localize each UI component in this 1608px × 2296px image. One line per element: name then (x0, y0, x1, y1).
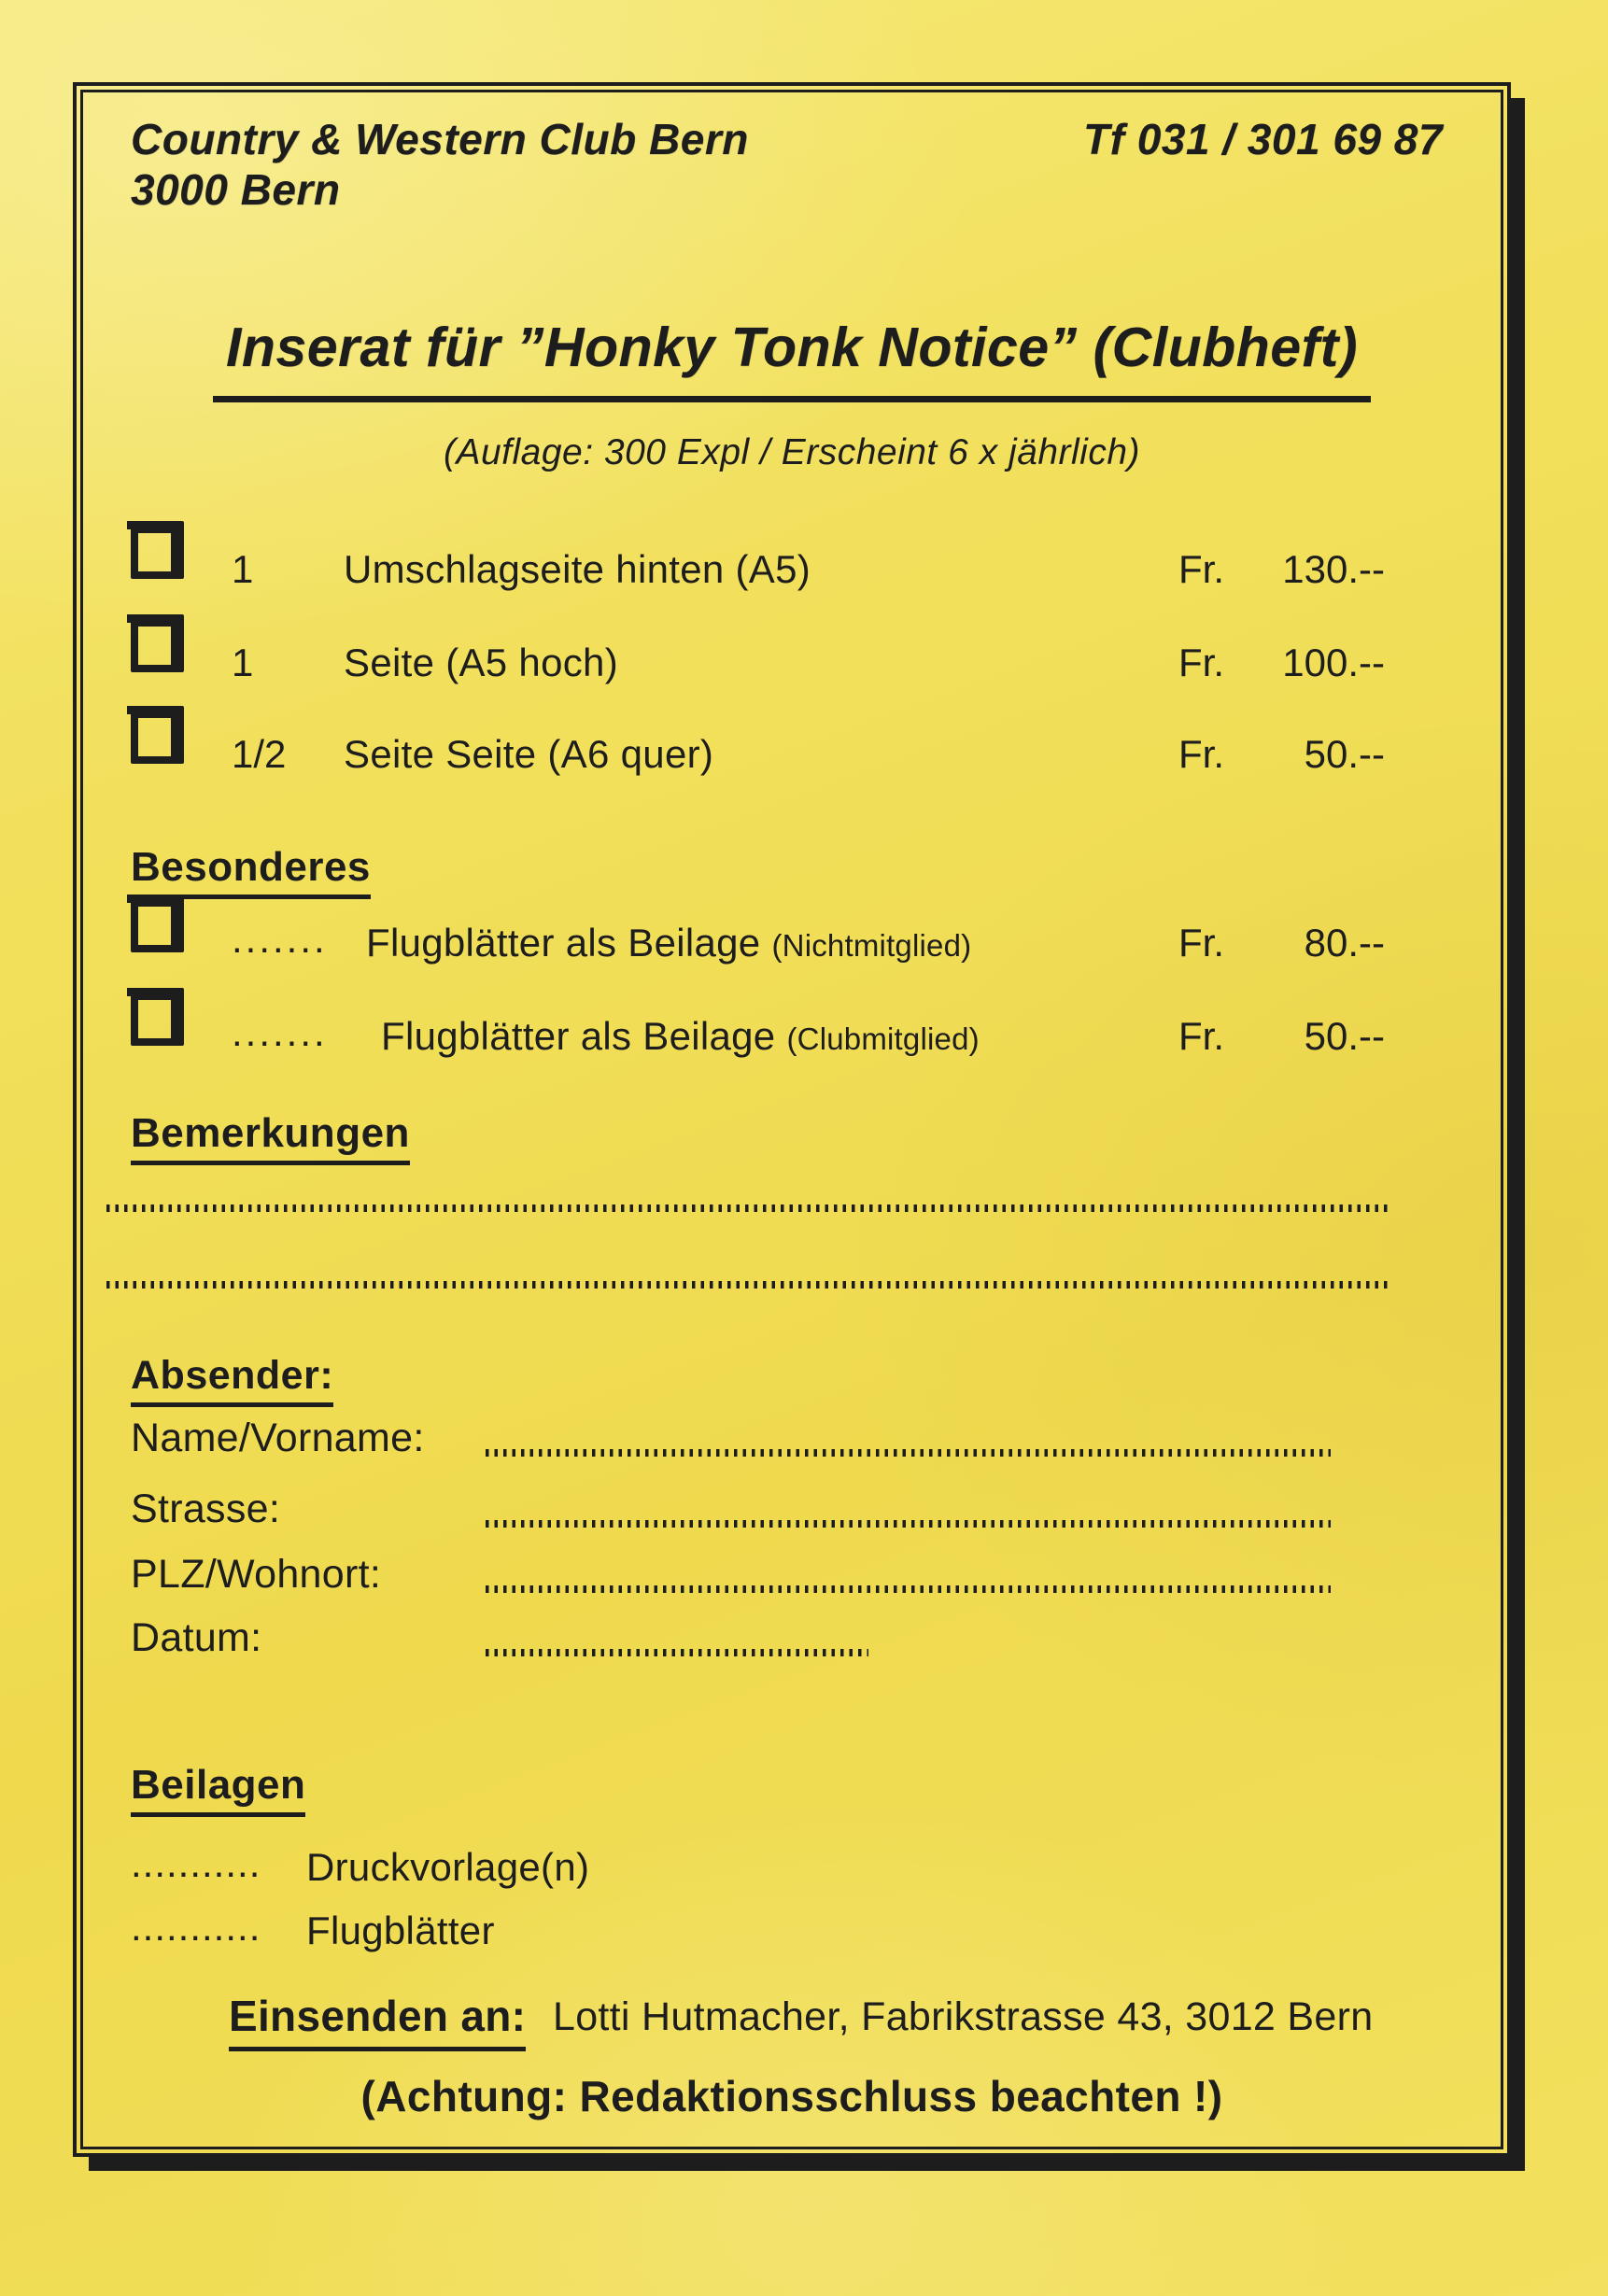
absender-heading: Absender: (131, 1352, 333, 1400)
item-label: Seite (A5 hoch) (344, 641, 618, 684)
quantity-label: 1 (232, 641, 254, 684)
checkbox-flugblaetter-clubmitglied[interactable] (131, 988, 184, 1046)
item-label: Flugblätter als Beilage (Clubmitglied) (381, 1014, 980, 1058)
club-name: Country & Western Club Bern (131, 115, 749, 163)
beilagen-label-druckvorlage: Druckvorlage(n) (306, 1845, 590, 1889)
field-line-plz-wohnort[interactable] (486, 1585, 1331, 1593)
item-label: Seite Seite (A6 quer) (344, 732, 714, 776)
checkbox-umschlagseite[interactable] (131, 521, 184, 579)
price-row-halbe-seite (0, 706, 1608, 799)
price-value: 50.-- (1304, 732, 1385, 776)
form-title-row (73, 316, 1511, 402)
quantity-label: 1/2 (232, 732, 287, 776)
bemerkungen-heading: Bemerkungen (131, 1109, 410, 1158)
form-subtitle: (Auflage: 300 Expl / Erscheint 6 x jährlich) (443, 432, 1140, 472)
besonderes-row-clubmitglied (0, 988, 1608, 1081)
checkbox-flugblaetter-nichtmitglied[interactable] (131, 894, 184, 952)
achtung-row (73, 2071, 1511, 2121)
currency-label: Fr. (1178, 921, 1224, 965)
club-phone: Tf 031 / 301 69 87 (1083, 115, 1443, 163)
quantity-dots[interactable]: ....... (232, 917, 328, 961)
item-label: Umschlagseite hinten (A5) (344, 547, 811, 591)
price-value: 100.-- (1282, 641, 1385, 684)
field-line-strasse[interactable] (486, 1520, 1331, 1528)
form-subtitle-row (73, 431, 1511, 474)
field-label-name-vorname: Name/Vorname: (131, 1416, 425, 1460)
item-label: Flugblätter als Beilage (Nichtmitglied) (366, 921, 972, 965)
beilagen-dots[interactable]: ........... (131, 1841, 261, 1885)
club-city: 3000 Bern (131, 165, 341, 215)
price-value: 130.-- (1282, 547, 1385, 591)
field-line-name-vorname[interactable] (486, 1449, 1331, 1457)
price-value: 50.-- (1304, 1014, 1385, 1058)
einsenden-an-label: Einsenden an: (229, 1991, 526, 2051)
field-label-datum: Datum: (131, 1615, 262, 1660)
beilagen-label-flugblaetter: Flugblätter (306, 1909, 495, 1952)
besonderes-heading: Besonderes (131, 843, 371, 892)
currency-label: Fr. (1178, 641, 1224, 684)
club-address (131, 114, 749, 216)
einsenden-an-address: Lotti Hutmacher, Fabrikstrasse 43, 3012 Bern (553, 1994, 1374, 2039)
field-label-strasse: Strasse: (131, 1486, 281, 1531)
price-row-umschlagseite (0, 521, 1608, 614)
price-value: 80.-- (1304, 921, 1385, 965)
achtung-note: (Achtung: Redaktionsschluss beachten !) (360, 2072, 1223, 2120)
field-label-plz-wohnort: PLZ/Wohnort: (131, 1552, 382, 1597)
besonderes-row-nichtmitglied (0, 894, 1608, 988)
checkbox-halbe-seite[interactable] (131, 706, 184, 764)
item-note: (Clubmitglied) (786, 1021, 980, 1056)
quantity-label: 1 (232, 547, 254, 591)
currency-label: Fr. (1178, 547, 1224, 591)
bemerkungen-line-2[interactable] (106, 1281, 1388, 1289)
beilagen-dots[interactable]: ........... (131, 1905, 261, 1949)
item-note: (Nichtmitglied) (771, 928, 972, 963)
field-line-datum[interactable] (486, 1649, 868, 1656)
currency-label: Fr. (1178, 732, 1224, 776)
price-row-seite-a5 (0, 614, 1608, 708)
quantity-dots[interactable]: ....... (232, 1010, 328, 1054)
form-title: Inserat für ”Honky Tonk Notice” (Clubheft) (213, 316, 1371, 402)
beilagen-heading: Beilagen (131, 1761, 305, 1810)
bemerkungen-line-1[interactable] (106, 1204, 1388, 1212)
currency-label: Fr. (1178, 1014, 1224, 1058)
checkbox-seite-a5[interactable] (131, 614, 184, 672)
